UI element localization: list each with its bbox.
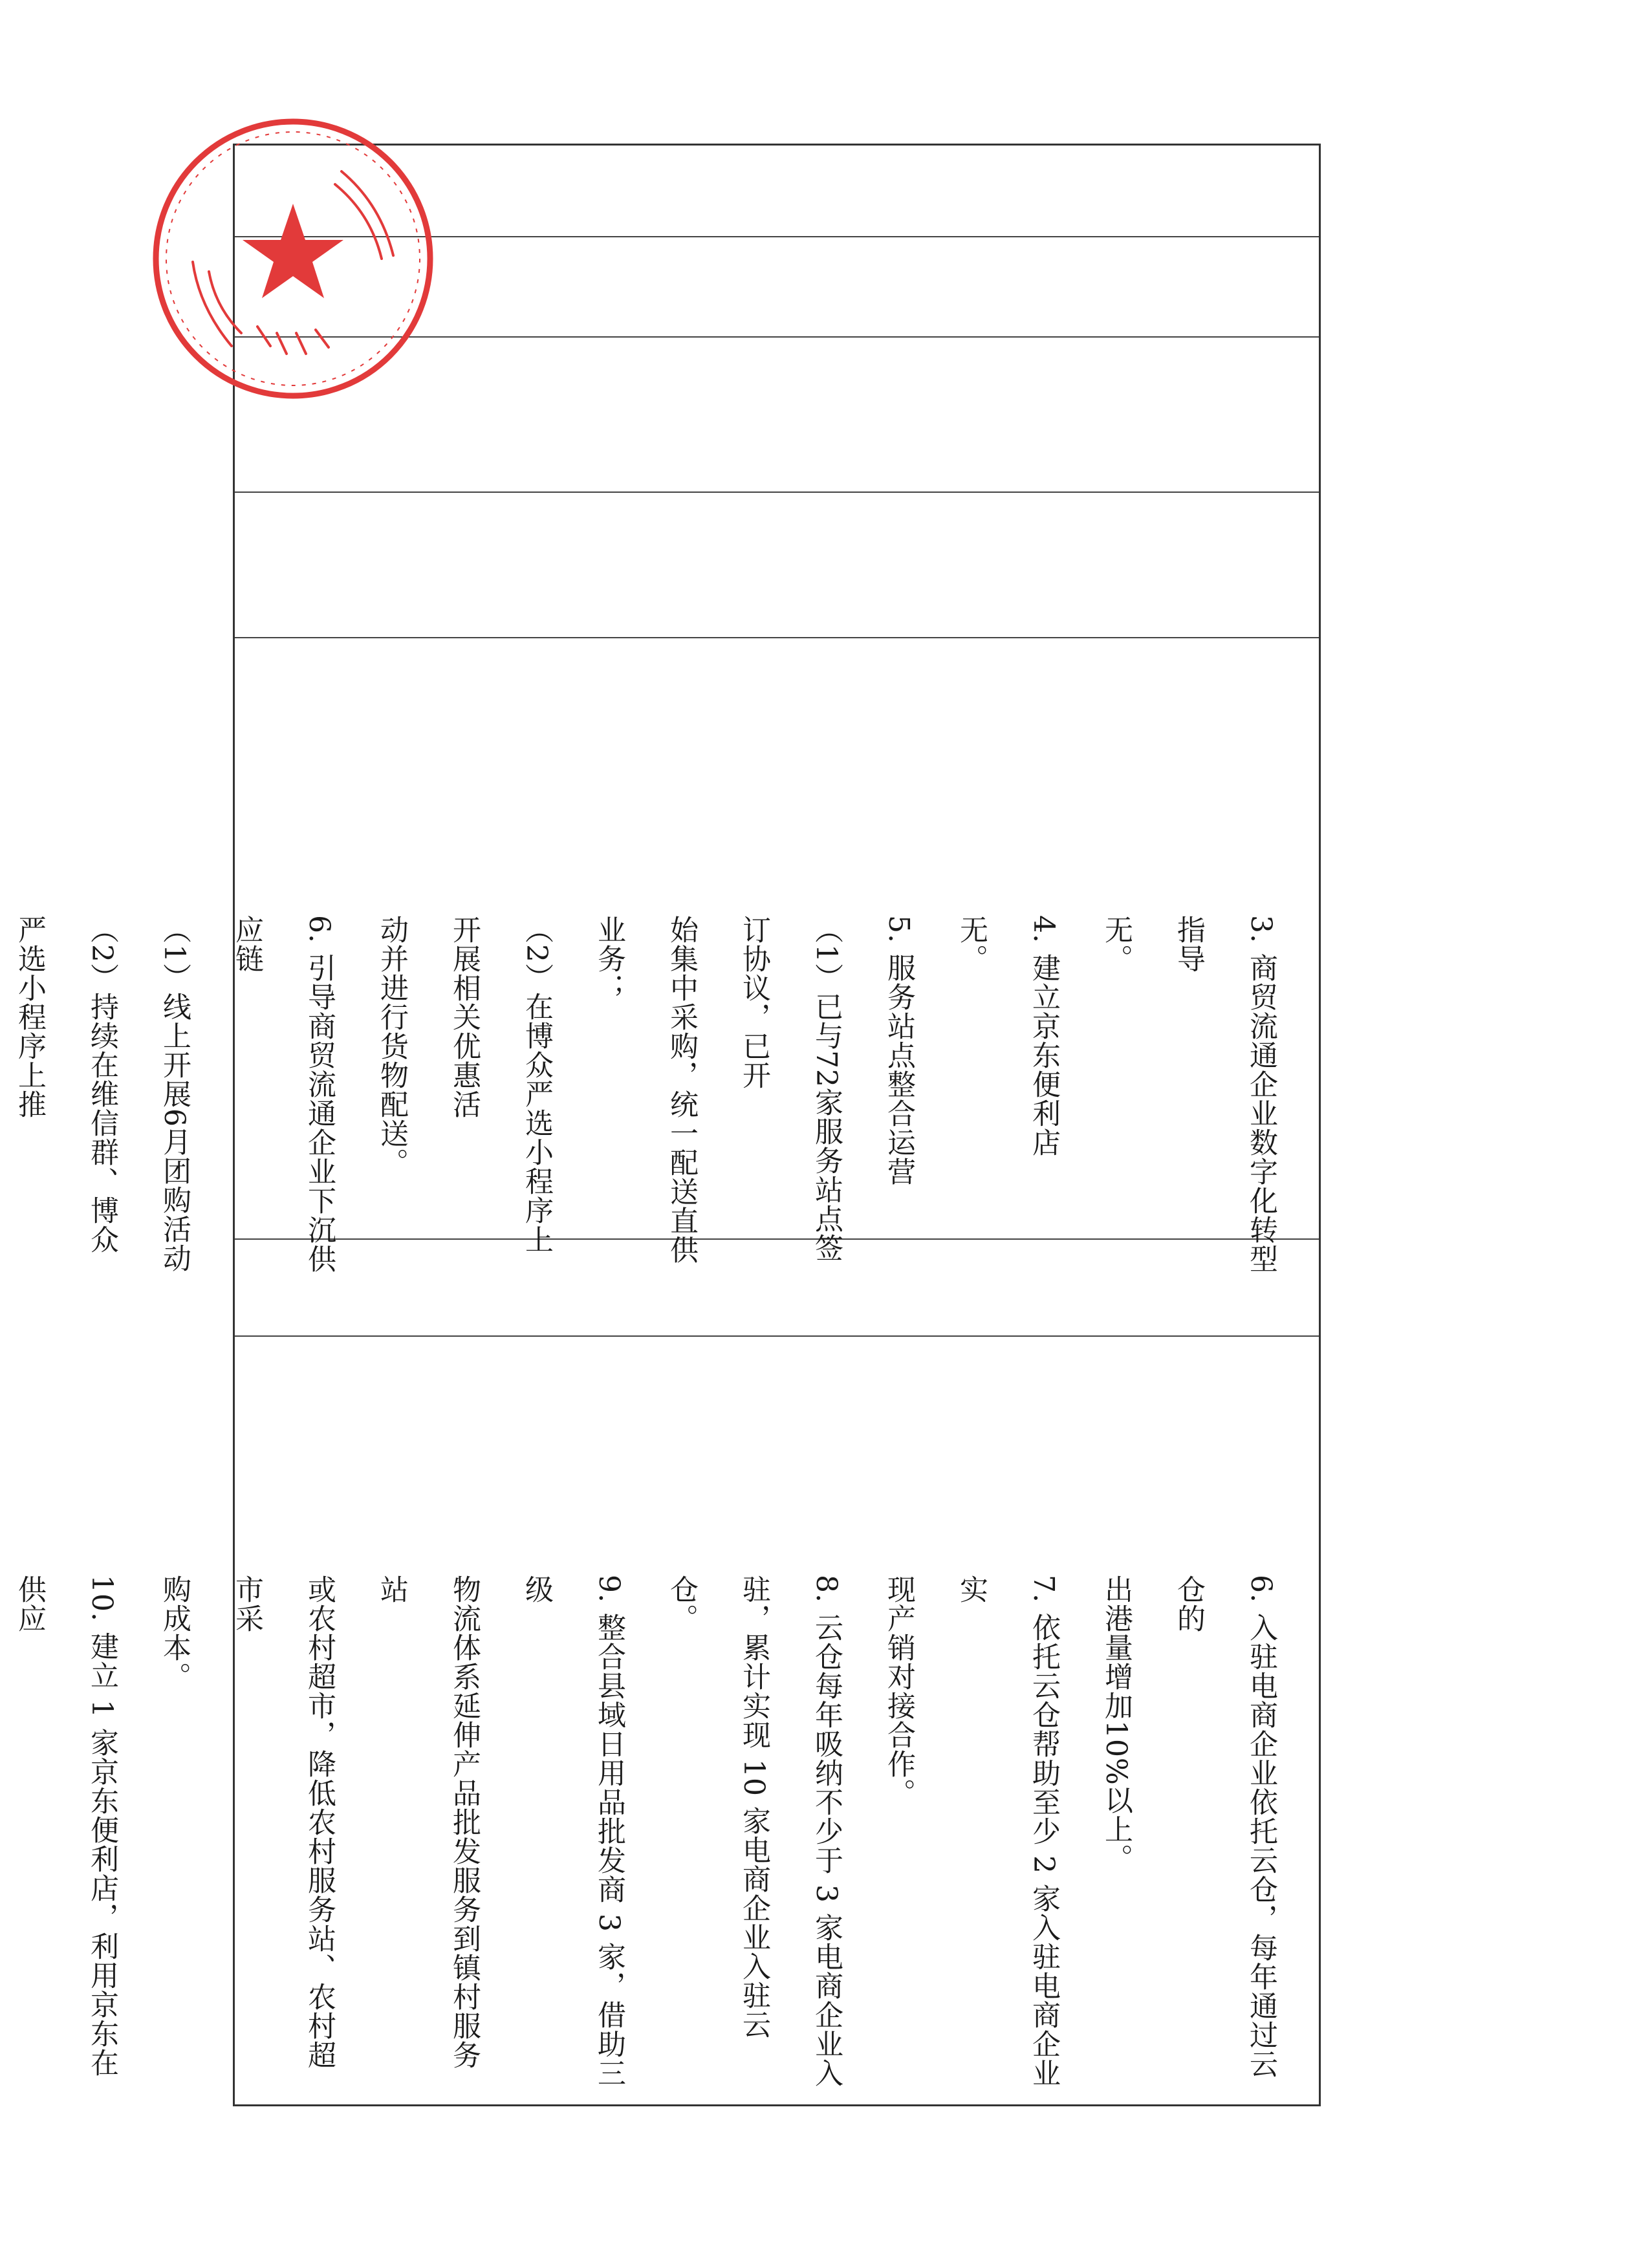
text-line: 6. 入驻电商企业依托云仓，每年通过云仓的 [1172,1575,1277,2079]
rotated-table [13,144,1321,2106]
seal-graphic [147,113,439,404]
text-line: 出港量增加10%以上。 [1100,1575,1133,1873]
text-line: 4. 建立京东便利店 [1027,915,1060,1157]
text-line: 始集中采购，统一配送直供业务； [592,915,698,1264]
upper-cell-text [13,915,1297,1277]
text-line: 驻，累计实现 10 家电商企业入驻云仓。 [665,1575,770,2039]
text-line: 8. 云仓每年吸纳不少于 3 家电商企业入 [810,1575,843,2088]
official-seal [147,113,439,404]
text-line: 7. 依托云仓帮助至少 2 家入驻电商企业实 [955,1575,1060,2088]
text-line: 物流体系延伸产品批发服务到镇村服务站 [375,1575,481,2069]
text-line: 5. 服务站点整合运营 [882,915,915,1186]
text-line: 9. 整合县域日用品批发商 3 家，借助三级 [520,1575,625,2088]
text-line: 3. 商贸流通企业数字化转型指导 [1172,915,1277,1273]
text-line: 无。 [1100,915,1133,973]
text-line: 购成本。 [158,1575,191,1691]
table-row-divider [235,491,1319,493]
text-line: （1）线上开展6月团购活动 [158,915,191,1273]
text-line: （2）在博众严选小程序上开展相关优惠活 [448,915,553,1254]
text-line: （1）已与72家服务站点签订协议，已开 [737,915,843,1262]
text-line: 现产销对接合作。 [882,1575,915,1808]
text-line: （2）持续在维信群、博众严选小程序上推 [13,915,118,1254]
lower-cell-text [13,1575,1297,2092]
text-line: 无。 [955,915,988,973]
star-icon [243,204,343,298]
text-line: 6. 引导商贸流通企业下沉供应链 [230,915,336,1273]
text-line: 10. 建立 1 家京东便利店，利用京东在供应 [13,1575,118,2077]
text-line: 动并进行货物配送。 [375,915,408,1177]
table-row-divider [235,637,1319,638]
text-line: 或农村超市，降低农村服务站、农村超市采 [230,1575,336,2069]
table-row-divider [235,1335,1319,1337]
